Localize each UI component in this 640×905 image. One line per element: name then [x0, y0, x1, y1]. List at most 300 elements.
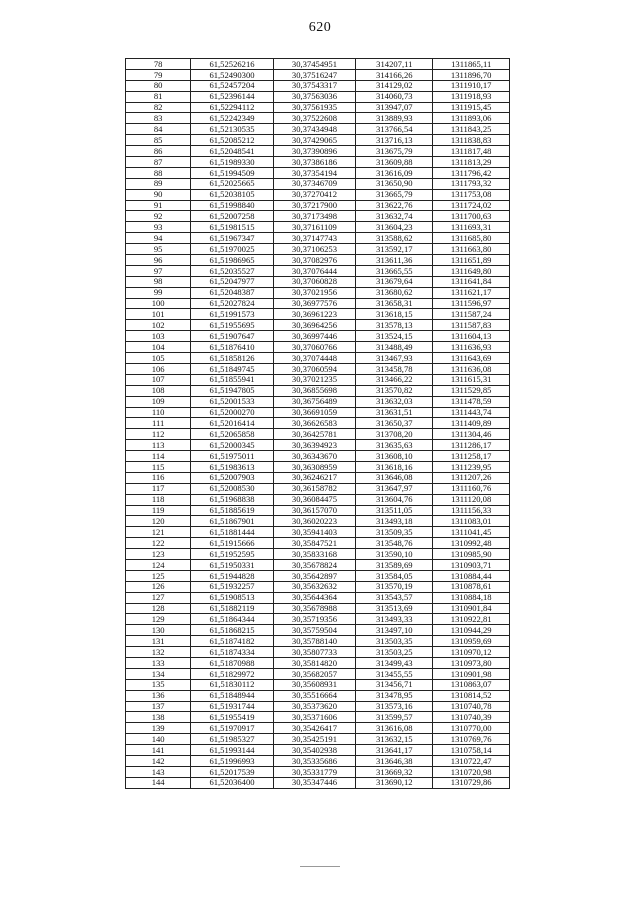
- point-number-cell: 139: [126, 723, 191, 734]
- point-number-cell: 85: [126, 135, 191, 146]
- table-row: [126, 342, 510, 353]
- longitude-cell: 30,35759504: [273, 625, 355, 636]
- table-row: [126, 331, 510, 342]
- latitude-cell: 61,51885619: [191, 505, 273, 516]
- x-coordinate-cell: 313622,76: [356, 200, 433, 211]
- table-row: [126, 418, 510, 429]
- table-row: [126, 690, 510, 701]
- point-number-cell: 114: [126, 451, 191, 462]
- y-coordinate-cell: 1311409,89: [433, 418, 510, 429]
- latitude-cell: 61,52242349: [191, 113, 273, 124]
- latitude-cell: 61,51881444: [191, 527, 273, 538]
- latitude-cell: 61,51996993: [191, 756, 273, 767]
- longitude-cell: 30,36756489: [273, 396, 355, 407]
- y-coordinate-cell: 1311083,01: [433, 516, 510, 527]
- table-row: [126, 505, 510, 516]
- y-coordinate-cell: 1311865,11: [433, 59, 510, 70]
- point-number-cell: 100: [126, 298, 191, 309]
- y-coordinate-cell: 1310959,69: [433, 636, 510, 647]
- table-row: [126, 636, 510, 647]
- latitude-cell: 61,52048541: [191, 146, 273, 157]
- x-coordinate-cell: 313889,93: [356, 113, 433, 124]
- latitude-cell: 61,51855941: [191, 374, 273, 385]
- latitude-cell: 61,52457204: [191, 80, 273, 91]
- y-coordinate-cell: 1310884,44: [433, 570, 510, 581]
- longitude-cell: 30,35814820: [273, 657, 355, 668]
- table-row: [126, 647, 510, 658]
- point-number-cell: 138: [126, 712, 191, 723]
- point-number-cell: 141: [126, 745, 191, 756]
- point-number-cell: 124: [126, 559, 191, 570]
- table-row: [126, 102, 510, 113]
- point-number-cell: 117: [126, 483, 191, 494]
- x-coordinate-cell: 313497,10: [356, 625, 433, 636]
- point-number-cell: 120: [126, 516, 191, 527]
- y-coordinate-cell: 1311443,74: [433, 407, 510, 418]
- table-row: [126, 581, 510, 592]
- y-coordinate-cell: 1311529,85: [433, 385, 510, 396]
- longitude-cell: 30,35678824: [273, 559, 355, 570]
- longitude-cell: 30,36425781: [273, 429, 355, 440]
- table-row: [126, 233, 510, 244]
- longitude-cell: 30,37021235: [273, 374, 355, 385]
- x-coordinate-cell: 313466,22: [356, 374, 433, 385]
- longitude-cell: 30,35847521: [273, 538, 355, 549]
- y-coordinate-cell: 1310758,14: [433, 745, 510, 756]
- x-coordinate-cell: 313509,35: [356, 527, 433, 538]
- table-row: [126, 222, 510, 233]
- y-coordinate-cell: 1311918,93: [433, 91, 510, 102]
- point-number-cell: 142: [126, 756, 191, 767]
- latitude-cell: 61,51947805: [191, 385, 273, 396]
- point-number-cell: 128: [126, 603, 191, 614]
- table-row: [126, 570, 510, 581]
- longitude-cell: 30,35642897: [273, 570, 355, 581]
- page-number: 620: [308, 20, 332, 35]
- point-number-cell: 92: [126, 211, 191, 222]
- x-coordinate-cell: 313590,10: [356, 549, 433, 560]
- point-number-cell: 89: [126, 178, 191, 189]
- table-row: [126, 124, 510, 135]
- y-coordinate-cell: 1310740,78: [433, 701, 510, 712]
- y-coordinate-cell: 1311793,32: [433, 178, 510, 189]
- longitude-cell: 30,36691059: [273, 407, 355, 418]
- point-number-cell: 126: [126, 581, 191, 592]
- x-coordinate-cell: 313679,64: [356, 276, 433, 287]
- point-number-cell: 109: [126, 396, 191, 407]
- table-row: [126, 135, 510, 146]
- latitude-cell: 61,52048387: [191, 287, 273, 298]
- x-coordinate-cell: 313570,19: [356, 581, 433, 592]
- latitude-cell: 61,52396144: [191, 91, 273, 102]
- table-row: [126, 592, 510, 603]
- x-coordinate-cell: 313524,15: [356, 331, 433, 342]
- x-coordinate-cell: 313650,37: [356, 418, 433, 429]
- latitude-cell: 61,51998840: [191, 200, 273, 211]
- y-coordinate-cell: 1311700,63: [433, 211, 510, 222]
- longitude-cell: 30,35678988: [273, 603, 355, 614]
- point-number-cell: 131: [126, 636, 191, 647]
- table-row: [126, 603, 510, 614]
- longitude-cell: 30,35516664: [273, 690, 355, 701]
- latitude-cell: 61,51993144: [191, 745, 273, 756]
- x-coordinate-cell: 313616,08: [356, 723, 433, 734]
- x-coordinate-cell: 313708,20: [356, 429, 433, 440]
- x-coordinate-cell: 313680,62: [356, 287, 433, 298]
- latitude-cell: 61,52526216: [191, 59, 273, 70]
- longitude-cell: 30,35788140: [273, 636, 355, 647]
- table-row: [126, 614, 510, 625]
- longitude-cell: 30,37217900: [273, 200, 355, 211]
- table-row: [126, 69, 510, 80]
- x-coordinate-cell: 314129,02: [356, 80, 433, 91]
- x-coordinate-cell: 313478,95: [356, 690, 433, 701]
- point-number-cell: 86: [126, 146, 191, 157]
- longitude-cell: 30,35331779: [273, 766, 355, 777]
- table-row: [126, 745, 510, 756]
- y-coordinate-cell: 1310985,90: [433, 549, 510, 560]
- latitude-cell: 61,51944828: [191, 570, 273, 581]
- longitude-cell: 30,36626583: [273, 418, 355, 429]
- table-row: [126, 178, 510, 189]
- longitude-cell: 30,35807733: [273, 647, 355, 658]
- table-row: [126, 309, 510, 320]
- x-coordinate-cell: 313599,57: [356, 712, 433, 723]
- y-coordinate-cell: 1311651,89: [433, 255, 510, 266]
- latitude-cell: 61,51870988: [191, 657, 273, 668]
- longitude-cell: 30,37516247: [273, 69, 355, 80]
- y-coordinate-cell: 1311258,17: [433, 451, 510, 462]
- y-coordinate-cell: 1310729,86: [433, 777, 510, 788]
- y-coordinate-cell: 1311753,08: [433, 189, 510, 200]
- table-row: [126, 538, 510, 549]
- table-row: [126, 244, 510, 255]
- y-coordinate-cell: 1310769,76: [433, 734, 510, 745]
- point-number-cell: 121: [126, 527, 191, 538]
- longitude-cell: 30,36394923: [273, 440, 355, 451]
- point-number-cell: 97: [126, 265, 191, 276]
- y-coordinate-cell: 1310903,71: [433, 559, 510, 570]
- coordinates-table: [125, 58, 510, 789]
- point-number-cell: 135: [126, 679, 191, 690]
- y-coordinate-cell: 1310814,52: [433, 690, 510, 701]
- x-coordinate-cell: 313632,15: [356, 734, 433, 745]
- table-row: [126, 91, 510, 102]
- longitude-cell: 30,37082976: [273, 255, 355, 266]
- table-row: [126, 396, 510, 407]
- table-row: [126, 113, 510, 124]
- table-row: [126, 265, 510, 276]
- y-coordinate-cell: 1311724,02: [433, 200, 510, 211]
- table-row: [126, 766, 510, 777]
- x-coordinate-cell: 313511,05: [356, 505, 433, 516]
- x-coordinate-cell: 313503,25: [356, 647, 433, 658]
- longitude-cell: 30,37386186: [273, 157, 355, 168]
- latitude-cell: 61,51830112: [191, 679, 273, 690]
- latitude-cell: 61,51994509: [191, 167, 273, 178]
- y-coordinate-cell: 1311587,83: [433, 320, 510, 331]
- table-row: [126, 527, 510, 538]
- longitude-cell: 30,37060594: [273, 363, 355, 374]
- point-number-cell: 115: [126, 461, 191, 472]
- latitude-cell: 61,52016414: [191, 418, 273, 429]
- table-row: [126, 374, 510, 385]
- latitude-cell: 61,52065858: [191, 429, 273, 440]
- longitude-cell: 30,36961223: [273, 309, 355, 320]
- latitude-cell: 61,51829972: [191, 668, 273, 679]
- y-coordinate-cell: 1310722,47: [433, 756, 510, 767]
- longitude-cell: 30,37074448: [273, 353, 355, 364]
- point-number-cell: 80: [126, 80, 191, 91]
- point-number-cell: 106: [126, 363, 191, 374]
- x-coordinate-cell: 313690,12: [356, 777, 433, 788]
- x-coordinate-cell: 313543,57: [356, 592, 433, 603]
- x-coordinate-cell: 313609,88: [356, 157, 433, 168]
- point-number-cell: 103: [126, 331, 191, 342]
- longitude-cell: 30,37021956: [273, 287, 355, 298]
- table-row: [126, 461, 510, 472]
- longitude-cell: 30,37076444: [273, 265, 355, 276]
- table-row: [126, 59, 510, 70]
- table-row: [126, 679, 510, 690]
- longitude-cell: 30,35347446: [273, 777, 355, 788]
- latitude-cell: 61,51908513: [191, 592, 273, 603]
- latitude-cell: 61,51970917: [191, 723, 273, 734]
- y-coordinate-cell: 1311915,45: [433, 102, 510, 113]
- x-coordinate-cell: 314060,73: [356, 91, 433, 102]
- longitude-cell: 30,36997446: [273, 331, 355, 342]
- table-row: [126, 200, 510, 211]
- table-row: [126, 211, 510, 222]
- x-coordinate-cell: 313608,10: [356, 451, 433, 462]
- x-coordinate-cell: 313766,54: [356, 124, 433, 135]
- longitude-cell: 30,37522608: [273, 113, 355, 124]
- latitude-cell: 61,51955695: [191, 320, 273, 331]
- table-row: [126, 255, 510, 266]
- latitude-cell: 61,51975011: [191, 451, 273, 462]
- latitude-cell: 61,51858126: [191, 353, 273, 364]
- longitude-cell: 30,35335686: [273, 756, 355, 767]
- y-coordinate-cell: 1311636,08: [433, 363, 510, 374]
- longitude-cell: 30,37161109: [273, 222, 355, 233]
- table-row: [126, 625, 510, 636]
- x-coordinate-cell: 313716,13: [356, 135, 433, 146]
- x-coordinate-cell: 313675,79: [356, 146, 433, 157]
- point-number-cell: 136: [126, 690, 191, 701]
- x-coordinate-cell: 314207,11: [356, 59, 433, 70]
- longitude-cell: 30,37354194: [273, 167, 355, 178]
- latitude-cell: 61,51952595: [191, 549, 273, 560]
- longitude-cell: 30,36246217: [273, 472, 355, 483]
- y-coordinate-cell: 1310770,00: [433, 723, 510, 734]
- point-number-cell: 137: [126, 701, 191, 712]
- table-row: [126, 494, 510, 505]
- longitude-cell: 30,36964256: [273, 320, 355, 331]
- point-number-cell: 91: [126, 200, 191, 211]
- point-number-cell: 122: [126, 538, 191, 549]
- latitude-cell: 61,52085212: [191, 135, 273, 146]
- longitude-cell: 30,35644364: [273, 592, 355, 603]
- y-coordinate-cell: 1311156,33: [433, 505, 510, 516]
- table-row: [126, 407, 510, 418]
- table-row: [126, 276, 510, 287]
- longitude-cell: 30,35402938: [273, 745, 355, 756]
- x-coordinate-cell: 313589,69: [356, 559, 433, 570]
- table-row: [126, 167, 510, 178]
- y-coordinate-cell: 1311663,80: [433, 244, 510, 255]
- y-coordinate-cell: 1311910,17: [433, 80, 510, 91]
- x-coordinate-cell: 313669,32: [356, 766, 433, 777]
- x-coordinate-cell: 313665,79: [356, 189, 433, 200]
- x-coordinate-cell: 313646,08: [356, 472, 433, 483]
- x-coordinate-cell: 313632,74: [356, 211, 433, 222]
- y-coordinate-cell: 1310944,29: [433, 625, 510, 636]
- x-coordinate-cell: 313458,78: [356, 363, 433, 374]
- longitude-cell: 30,37346709: [273, 178, 355, 189]
- table-row: [126, 385, 510, 396]
- point-number-cell: 119: [126, 505, 191, 516]
- latitude-cell: 61,52017539: [191, 766, 273, 777]
- latitude-cell: 61,51915666: [191, 538, 273, 549]
- point-number-cell: 98: [126, 276, 191, 287]
- y-coordinate-cell: 1311813,29: [433, 157, 510, 168]
- y-coordinate-cell: 1310740,39: [433, 712, 510, 723]
- point-number-cell: 132: [126, 647, 191, 658]
- table-row: [126, 712, 510, 723]
- longitude-cell: 30,36157070: [273, 505, 355, 516]
- latitude-cell: 61,51968838: [191, 494, 273, 505]
- point-number-cell: 125: [126, 570, 191, 581]
- longitude-cell: 30,37270412: [273, 189, 355, 200]
- table-row: [126, 80, 510, 91]
- x-coordinate-cell: 313588,62: [356, 233, 433, 244]
- latitude-cell: 61,51907647: [191, 331, 273, 342]
- table-row: [126, 777, 510, 788]
- x-coordinate-cell: 313611,36: [356, 255, 433, 266]
- latitude-cell: 61,52000345: [191, 440, 273, 451]
- longitude-cell: 30,37060828: [273, 276, 355, 287]
- y-coordinate-cell: 1311207,26: [433, 472, 510, 483]
- x-coordinate-cell: 313573,16: [356, 701, 433, 712]
- point-number-cell: 116: [126, 472, 191, 483]
- point-number-cell: 79: [126, 69, 191, 80]
- latitude-cell: 61,51874182: [191, 636, 273, 647]
- y-coordinate-cell: 1311649,80: [433, 265, 510, 276]
- latitude-cell: 61,51950331: [191, 559, 273, 570]
- longitude-cell: 30,36308959: [273, 461, 355, 472]
- y-coordinate-cell: 1310863,07: [433, 679, 510, 690]
- latitude-cell: 61,51932257: [191, 581, 273, 592]
- latitude-cell: 61,51983613: [191, 461, 273, 472]
- x-coordinate-cell: 314166,26: [356, 69, 433, 80]
- longitude-cell: 30,35941403: [273, 527, 355, 538]
- latitude-cell: 61,52025665: [191, 178, 273, 189]
- latitude-cell: 61,51882119: [191, 603, 273, 614]
- point-number-cell: 107: [126, 374, 191, 385]
- table-row: [126, 516, 510, 527]
- y-coordinate-cell: 1311621,17: [433, 287, 510, 298]
- latitude-cell: 61,52000270: [191, 407, 273, 418]
- latitude-cell: 61,52001533: [191, 396, 273, 407]
- x-coordinate-cell: 313455,55: [356, 668, 433, 679]
- point-number-cell: 144: [126, 777, 191, 788]
- longitude-cell: 30,35426417: [273, 723, 355, 734]
- latitude-cell: 61,51985327: [191, 734, 273, 745]
- x-coordinate-cell: 313632,03: [356, 396, 433, 407]
- x-coordinate-cell: 313604,76: [356, 494, 433, 505]
- longitude-cell: 30,37429065: [273, 135, 355, 146]
- table-row: [126, 440, 510, 451]
- latitude-cell: 61,51931744: [191, 701, 273, 712]
- y-coordinate-cell: 1310973,80: [433, 657, 510, 668]
- y-coordinate-cell: 1311596,97: [433, 298, 510, 309]
- x-coordinate-cell: 313631,51: [356, 407, 433, 418]
- point-number-cell: 134: [126, 668, 191, 679]
- latitude-cell: 61,51867901: [191, 516, 273, 527]
- latitude-cell: 61,52047977: [191, 276, 273, 287]
- point-number-cell: 127: [126, 592, 191, 603]
- point-number-cell: 110: [126, 407, 191, 418]
- footer-rule: [300, 866, 340, 867]
- x-coordinate-cell: 313493,33: [356, 614, 433, 625]
- y-coordinate-cell: 1311160,76: [433, 483, 510, 494]
- x-coordinate-cell: 313947,07: [356, 102, 433, 113]
- point-number-cell: 78: [126, 59, 191, 70]
- y-coordinate-cell: 1311796,42: [433, 167, 510, 178]
- point-number-cell: 99: [126, 287, 191, 298]
- point-number-cell: 101: [126, 309, 191, 320]
- table-row: [126, 157, 510, 168]
- longitude-cell: 30,35373620: [273, 701, 355, 712]
- x-coordinate-cell: 313513,69: [356, 603, 433, 614]
- table-row: [126, 189, 510, 200]
- y-coordinate-cell: 1310970,12: [433, 647, 510, 658]
- x-coordinate-cell: 313658,31: [356, 298, 433, 309]
- table-row: [126, 320, 510, 331]
- table-row: [126, 756, 510, 767]
- longitude-cell: 30,36020223: [273, 516, 355, 527]
- x-coordinate-cell: 313578,13: [356, 320, 433, 331]
- y-coordinate-cell: 1311120,08: [433, 494, 510, 505]
- longitude-cell: 30,37563036: [273, 91, 355, 102]
- point-number-cell: 88: [126, 167, 191, 178]
- latitude-cell: 61,51967347: [191, 233, 273, 244]
- table-row: [126, 483, 510, 494]
- x-coordinate-cell: 313641,17: [356, 745, 433, 756]
- longitude-cell: 30,36084475: [273, 494, 355, 505]
- point-number-cell: 118: [126, 494, 191, 505]
- point-number-cell: 108: [126, 385, 191, 396]
- point-number-cell: 87: [126, 157, 191, 168]
- longitude-cell: 30,37106253: [273, 244, 355, 255]
- longitude-cell: 30,37060766: [273, 342, 355, 353]
- latitude-cell: 61,51955419: [191, 712, 273, 723]
- y-coordinate-cell: 1311615,31: [433, 374, 510, 385]
- longitude-cell: 30,37147743: [273, 233, 355, 244]
- x-coordinate-cell: 313604,23: [356, 222, 433, 233]
- point-number-cell: 111: [126, 418, 191, 429]
- y-coordinate-cell: 1310878,61: [433, 581, 510, 592]
- table-row: [126, 287, 510, 298]
- point-number-cell: 102: [126, 320, 191, 331]
- latitude-cell: 61,52036400: [191, 777, 273, 788]
- longitude-cell: 30,37561935: [273, 102, 355, 113]
- point-number-cell: 112: [126, 429, 191, 440]
- table-row: [126, 363, 510, 374]
- point-number-cell: 130: [126, 625, 191, 636]
- longitude-cell: 30,36855698: [273, 385, 355, 396]
- point-number-cell: 83: [126, 113, 191, 124]
